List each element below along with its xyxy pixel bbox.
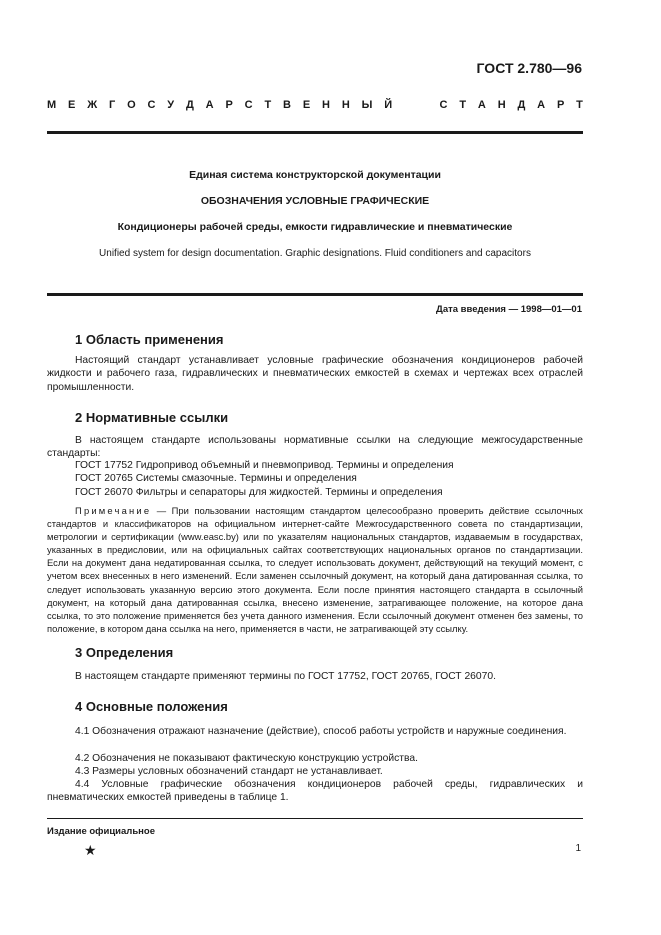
standard-type-band bbox=[47, 99, 583, 111]
section-3-text: В настоящем стандарте применяют термины по ГОСТ 17752, ГОСТ 20765, ГОСТ 26070. bbox=[75, 671, 496, 682]
section-3-heading: 3 Определения bbox=[75, 645, 174, 660]
band-letter: Н bbox=[497, 99, 506, 111]
section-1-text: Настоящий стандарт устанавливает условные графические обозначения кондиционеров рабочей жидкости и рабочего газа, гидравлических и пневматических емкостей в схемах и чертежах всех отраслей промышленности. bbox=[47, 355, 583, 393]
clause-4-3: 4.3 Размеры условных обозначений стандарт не устанавливает. bbox=[75, 766, 383, 777]
effective-date: Дата введения — 1998—01—01 bbox=[436, 304, 582, 315]
band-letter: Ы bbox=[361, 99, 373, 111]
note-text: — При пользовании настоящим стандартом целесообразно проверить действие ссылочных стандартов и классификаторов на официальном интернет-сайте Межгосударственного совета по стандартизации, метрологии и сертификации (www.easc.by) или по указателям национальных стандартов, издаваемым в государствах, указанных в предисловии, или на официальных сайтах соответствующих национальных органов по стандартизации. Если на документ дана недатированная ссылка, то следует использовать документ, действующий на текущий момент, с учетом всех внесенных в него изменений. Если заменен ссылочный документ, на который дана датированная ссылка, то следует использовать указанную версию этого документа. Если после принятия настоящего стандарта в ссылочный документ, на который дана датированная ссылка, внесено изменение, затрагивающее положение, на которое дана ссылка, то это положение применяется без учета данного изменения. Если ссылочный документ отменен без замены, то положение, в котором дана ссылка на него, применяется в части, не затрагивающей эту ссылку. bbox=[47, 505, 583, 634]
band-letter: А bbox=[477, 99, 486, 111]
band-letter: Е bbox=[68, 99, 76, 111]
band-letter: М bbox=[47, 99, 57, 111]
system-title: Единая система конструкторской документации bbox=[189, 169, 441, 181]
band-letter: Н bbox=[341, 99, 350, 111]
title-divider bbox=[47, 293, 583, 296]
clause-4-2: 4.2 Обозначения не показывают фактическую конструкцию устройства. bbox=[75, 753, 418, 764]
band-letter: Р bbox=[225, 99, 233, 111]
footer-divider bbox=[47, 818, 583, 819]
edition-label: Издание официальное bbox=[47, 826, 155, 837]
band-letter: С bbox=[439, 99, 448, 111]
band-letter: Д bbox=[185, 99, 194, 111]
band-letter: В bbox=[283, 99, 291, 111]
star-icon: ★ bbox=[84, 842, 97, 858]
band-letter: Т bbox=[459, 99, 467, 111]
band-letter: О bbox=[127, 99, 136, 111]
band-letter: Ж bbox=[87, 99, 98, 111]
reference-item: ГОСТ 17752 Гидропривод объемный и пневмопривод. Термины и определения bbox=[75, 460, 454, 471]
reference-item: ГОСТ 26070 Фильтры и сепараторы для жидкостей. Термины и определения bbox=[75, 487, 443, 498]
band-letter: А bbox=[205, 99, 214, 111]
main-title: ОБОЗНАЧЕНИЯ УСЛОВНЫЕ ГРАФИЧЕСКИЕ bbox=[200, 195, 430, 207]
reference-item: ГОСТ 20765 Системы смазочные. Термины и определения bbox=[75, 473, 357, 484]
english-title: Unified system for design documentation. Graphic designations. Fluid conditioners and capacitors bbox=[99, 248, 531, 259]
band-letter: Т bbox=[264, 99, 272, 111]
clause-4-1: 4.1 Обозначения отражают назначение (действие), способ работы устройств и наружные соединения. bbox=[75, 726, 567, 737]
clause-4-4: 4.4 Условные графические обозначения кондиционеров рабочей среды, гидравлических и пневматических емкостей приведены в таблице 1. bbox=[47, 779, 583, 804]
section-2-note bbox=[47, 504, 583, 635]
band-letter: Г bbox=[109, 99, 116, 111]
band-letter: Т bbox=[576, 99, 583, 111]
band-letter: С bbox=[244, 99, 253, 111]
band-letter: Р bbox=[556, 99, 565, 111]
document-code: ГОСТ 2.780—96 bbox=[476, 60, 582, 76]
band-letter: Д bbox=[517, 99, 526, 111]
page-number: 1 bbox=[575, 843, 581, 854]
section-4-heading: 4 Основные положения bbox=[75, 699, 228, 714]
band-letter: А bbox=[537, 99, 546, 111]
band-letter: Н bbox=[322, 99, 330, 111]
section-1-heading: 1 Область применения bbox=[75, 332, 224, 347]
note-label: Примечание bbox=[75, 505, 152, 516]
top-divider bbox=[47, 131, 583, 134]
section-2-heading: 2 Нормативные ссылки bbox=[75, 410, 229, 425]
subtitle: Кондиционеры рабочей среды, емкости гидравлические и пневматические bbox=[117, 221, 513, 233]
band-letter: У bbox=[167, 99, 175, 111]
band-letter: С bbox=[147, 99, 156, 111]
band-letter: Й bbox=[384, 99, 393, 111]
section-2-intro: В настоящем стандарте использованы нормативные ссылки на следующие межгосударственные стандарты: bbox=[47, 435, 583, 460]
band-letter: Е bbox=[302, 99, 311, 111]
